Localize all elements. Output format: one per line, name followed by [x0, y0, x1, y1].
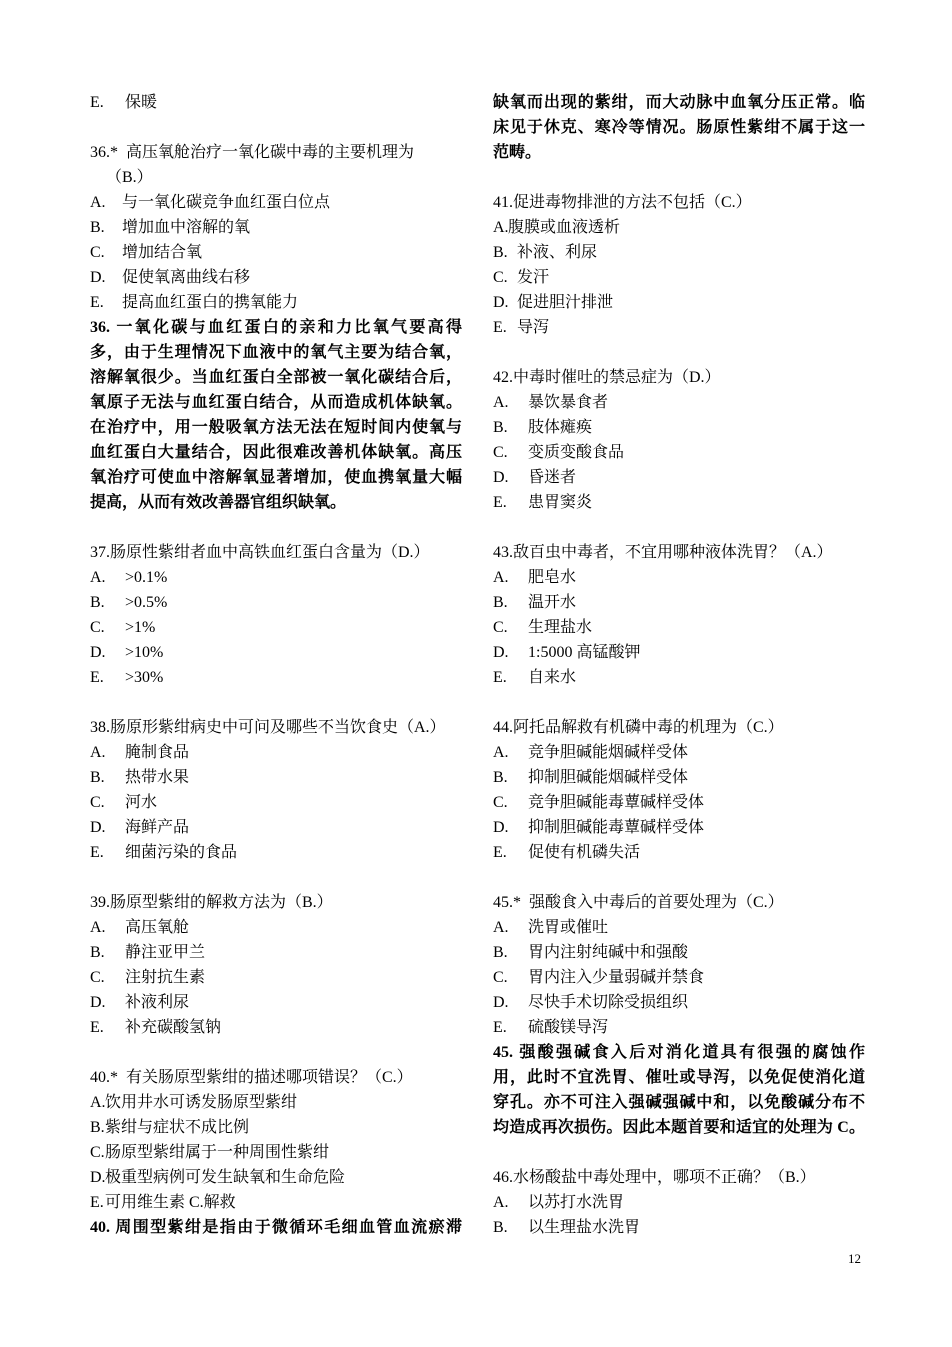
question-46	[493, 1165, 865, 1240]
option-a	[493, 390, 865, 415]
option-label: D.	[90, 819, 106, 836]
option-e	[90, 290, 462, 315]
option-text: 抑制胆碱能毒蕈碱样受体	[528, 819, 705, 836]
option-label: D.	[493, 644, 509, 661]
option-d	[493, 290, 865, 315]
question-42	[493, 365, 865, 515]
option-text: 海鲜产品	[125, 819, 190, 836]
option-label: D.	[493, 469, 509, 486]
question-stem: 43.敌百虫中毒者，不宜用哪种液体洗胃？（A.）	[493, 544, 833, 561]
option-text: 与一氧化碳竞争血红蛋白位点	[122, 194, 331, 211]
option-text: 自来水	[528, 669, 577, 686]
option-label: C.	[493, 444, 508, 461]
explanation-line: 45. 强酸强碱食入后对消化道具有很强的腐蚀作	[493, 1044, 865, 1061]
explanation-line: 多，由于生理情况下血液中的氧气主要为结合氧，	[90, 344, 462, 361]
question-40	[90, 1065, 462, 1240]
option-label: C.	[493, 794, 508, 811]
option-label: D.	[90, 269, 106, 286]
option-a	[493, 915, 865, 940]
option-label: D.	[90, 1169, 106, 1186]
explanation-line: 提高，从而有效改善器官组织缺氧。	[90, 494, 347, 511]
option-label: D.	[493, 994, 509, 1011]
explanation-line: 范畴。	[493, 144, 542, 161]
option-label: E.	[493, 844, 507, 861]
option-text: 以生理盐水洗胃	[528, 1219, 641, 1236]
option-a	[493, 1190, 865, 1215]
option-e	[90, 90, 462, 115]
option-text: 昏迷者	[528, 469, 577, 486]
option-label: C.	[493, 269, 508, 286]
question-41	[493, 190, 865, 340]
explanation-line: 床见于休克、寒冷等情况。肠原性紫绀不属于这一	[493, 119, 865, 136]
option-text: 可用维生素 C.解救	[105, 1194, 236, 1211]
option-b	[493, 415, 865, 440]
option-e	[493, 1015, 865, 1040]
option-b	[493, 590, 865, 615]
option-label: D.	[90, 994, 106, 1011]
option-e	[90, 1015, 462, 1040]
option-text: 发汗	[517, 269, 550, 286]
answer-key: （B.）	[106, 169, 153, 186]
option-label: A.	[493, 1194, 509, 1211]
option-label: E.	[493, 1019, 507, 1036]
option-label: B.	[493, 944, 508, 961]
option-d	[90, 815, 462, 840]
option-b	[90, 1115, 462, 1140]
option-text: 竞争胆碱能烟碱样受体	[528, 744, 689, 761]
option-label: A.	[493, 919, 509, 936]
option-d	[493, 815, 865, 840]
option-label: B.	[90, 944, 105, 961]
option-text: 紫绀与症状不成比例	[105, 1119, 250, 1136]
left-column	[90, 90, 462, 1265]
option-label: C.	[90, 1144, 105, 1161]
option-c	[90, 965, 462, 990]
option-text: 注射抗生素	[125, 969, 206, 986]
option-text: 尽快手术切除受损组织	[528, 994, 689, 1011]
option-c	[493, 965, 865, 990]
question-45	[493, 890, 865, 1140]
option-d	[493, 640, 865, 665]
option-text: 高压氧舱	[125, 919, 190, 936]
question-stem: 40.* 有关肠原型紫绀的描述哪项错误？（C.）	[90, 1069, 413, 1086]
question-stem: 37.肠原性紫绀者血中高铁血红蛋白含量为（D.）	[90, 544, 430, 561]
option-text: 胃内注入少量弱碱并禁食	[528, 969, 705, 986]
option-d	[493, 990, 865, 1015]
right-column	[493, 90, 865, 1265]
option-text: 1:5000 高锰酸钾	[528, 644, 641, 661]
option-text: >0.1%	[125, 569, 168, 586]
question-36	[90, 140, 462, 515]
option-a	[90, 915, 462, 940]
option-label: B.	[90, 769, 105, 786]
option-text: >10%	[125, 644, 164, 661]
option-c	[90, 1140, 462, 1165]
option-e	[493, 315, 865, 340]
option-e	[493, 840, 865, 865]
option-text: 硫酸镁导泻	[528, 1019, 609, 1036]
option-label: E.	[90, 669, 104, 686]
option-text: 抑制胆碱能烟碱样受体	[528, 769, 689, 786]
option-label: B.	[90, 219, 105, 236]
option-b	[90, 940, 462, 965]
option-e	[493, 490, 865, 515]
option-label: C.	[90, 794, 105, 811]
option-text: 促使氧离曲线右移	[122, 269, 251, 286]
explanation-line: 氧原子无法与血红蛋白结合，从而造成机体缺氧。	[90, 394, 462, 411]
explanation-line: 均造成再次损伤。因此本题首要和适宜的处理为 C。	[493, 1119, 865, 1136]
option-label: B.	[90, 594, 105, 611]
page-number: 12	[848, 1251, 861, 1266]
option-text: 静注亚甲兰	[125, 944, 206, 961]
question-stem: 39.肠原型紫绀的解救方法为（B.）	[90, 894, 333, 911]
option-text: 暴饮暴食者	[528, 394, 609, 411]
option-c	[493, 265, 865, 290]
option-a	[90, 190, 462, 215]
option-text: 腹膜或血液透析	[508, 219, 621, 236]
option-d	[90, 640, 462, 665]
option-label: D.	[493, 819, 509, 836]
option-c	[90, 790, 462, 815]
option-c	[493, 790, 865, 815]
option-label: E.	[90, 294, 104, 311]
option-text: 极重型病例可发生缺氧和生命危险	[105, 1169, 346, 1186]
question-stem: 42.中毒时催吐的禁忌症为（D.）	[493, 369, 721, 386]
option-text: 洗胃或催吐	[528, 919, 609, 936]
option-text: 饮用井水可诱发肠原型紫绀	[105, 1094, 298, 1111]
option-text: 提高血红蛋白的携氧能力	[122, 294, 299, 311]
option-b	[90, 765, 462, 790]
option-text: 竞争胆碱能毒蕈碱样受体	[528, 794, 705, 811]
option-text: 患胃窦炎	[528, 494, 593, 511]
option-label: C.	[90, 969, 105, 986]
option-label: E.	[90, 1019, 104, 1036]
option-text: 胃内注射纯碱中和强酸	[528, 944, 689, 961]
explanation-line: 氧治疗可使血中溶解氧显著增加，使血携氧量大幅	[90, 469, 462, 486]
option-a	[90, 1090, 462, 1115]
explanation-line: 血红蛋白大量结合，因此很难改善机体缺氧。高压	[90, 444, 462, 461]
option-label: B.	[493, 419, 508, 436]
option-e	[90, 665, 462, 690]
option-label: A.	[90, 194, 106, 211]
option-text: 促使有机磷失活	[528, 844, 641, 861]
option-label: E.	[493, 319, 507, 336]
question-38	[90, 715, 462, 865]
option-text: 腌制食品	[125, 744, 190, 761]
option-label: D.	[90, 644, 106, 661]
option-label: A.	[90, 919, 106, 936]
explanation-line: 穿孔。亦不可注入强碱强碱中和，以免酸碱分布不	[493, 1094, 865, 1111]
option-label: C.	[493, 619, 508, 636]
question-stem: 45.* 强酸食入中毒后的首要处理为（C.）	[493, 894, 784, 911]
option-label: A.	[493, 394, 509, 411]
explanation-line: 36. 一氧化碳与血红蛋白的亲和力比氧气要高得	[90, 319, 462, 336]
option-text: 细菌污染的食品	[125, 844, 238, 861]
option-text: 变质变酸食品	[528, 444, 625, 461]
previous-question-tail	[90, 90, 462, 115]
option-text: >30%	[125, 669, 164, 686]
option-c	[90, 615, 462, 640]
option-text: 温开水	[528, 594, 577, 611]
option-label: A.	[493, 219, 509, 236]
option-label: A.	[493, 744, 509, 761]
option-e	[90, 1190, 462, 1215]
question-stem: 44.阿托品解救有机磷中毒的机理为（C.）	[493, 719, 784, 736]
question-43	[493, 540, 865, 690]
option-b	[493, 1215, 865, 1240]
question-40-explanation-continued	[493, 90, 865, 165]
option-d	[90, 265, 462, 290]
option-label: C.	[90, 619, 105, 636]
explanation-line: 溶解氧很少。当血红蛋白全部被一氧化碳结合后，	[90, 369, 462, 386]
option-a	[90, 740, 462, 765]
option-b	[90, 215, 462, 240]
option-text: >0.5%	[125, 594, 168, 611]
question-stem: 41.促进毒物排泄的方法不包括（C.）	[493, 194, 752, 211]
option-label: C.	[90, 244, 105, 261]
option-text: 促进胆汁排泄	[517, 294, 614, 311]
explanation-line: 在治疗中，用一般吸氧方法无法在短时间内使氧与	[90, 419, 462, 436]
question-39	[90, 890, 462, 1040]
option-label: D.	[493, 294, 509, 311]
option-text: 保暖	[125, 94, 158, 111]
option-label: A.	[90, 744, 106, 761]
option-label: A.	[493, 569, 509, 586]
option-text: 补液利尿	[125, 994, 190, 1011]
option-b	[493, 240, 865, 265]
question-stem: 38.肠原形紫绀病史中可问及哪些不当饮食史（A.）	[90, 719, 446, 736]
option-label: C.	[493, 969, 508, 986]
question-stem: 36.* 高压氧舱治疗一氧化碳中毒的主要机理为	[90, 144, 415, 161]
option-a	[493, 215, 865, 240]
option-d	[90, 1165, 462, 1190]
option-text: 增加结合氧	[122, 244, 203, 261]
option-label: A.	[90, 569, 106, 586]
option-b	[90, 590, 462, 615]
option-label: B.	[90, 1119, 105, 1136]
option-b	[493, 940, 865, 965]
option-text: >1%	[125, 619, 156, 636]
option-d	[493, 465, 865, 490]
option-c	[90, 240, 462, 265]
question-37	[90, 540, 462, 690]
explanation-line: 40. 周围型紫绀是指由于微循环毛细血管血流瘀滞	[90, 1219, 462, 1236]
option-text: 肠原型紫绀属于一种周围性紫绀	[105, 1144, 330, 1161]
option-a	[493, 565, 865, 590]
option-label: E.	[493, 494, 507, 511]
option-text: 补充碳酸氢钠	[125, 1019, 222, 1036]
option-text: 肥皂水	[528, 569, 577, 586]
option-label: B.	[493, 244, 508, 261]
option-text: 补液、利尿	[517, 244, 598, 261]
option-text: 导泻	[517, 319, 550, 336]
option-text: 肢体瘫痪	[528, 419, 593, 436]
option-label: E.	[493, 669, 507, 686]
question-44	[493, 715, 865, 865]
option-text: 河水	[125, 794, 158, 811]
option-label: A.	[90, 1094, 106, 1111]
question-stem: 46.水杨酸盐中毒处理中，哪项不正确？（B.）	[493, 1169, 816, 1186]
option-label: E.	[90, 844, 104, 861]
option-a	[493, 740, 865, 765]
option-label: E.	[90, 94, 104, 111]
option-text: 增加血中溶解的氧	[122, 219, 251, 236]
option-label: B.	[493, 594, 508, 611]
option-a	[90, 565, 462, 590]
option-text: 生理盐水	[528, 619, 593, 636]
option-e	[90, 840, 462, 865]
option-c	[493, 615, 865, 640]
option-text: 热带水果	[125, 769, 190, 786]
option-c	[493, 440, 865, 465]
explanation-line: 缺氧而出现的紫绀，而大动脉中血氧分压正常。临	[493, 94, 865, 111]
option-label: E.	[90, 1194, 104, 1211]
option-d	[90, 990, 462, 1015]
option-label: B.	[493, 769, 508, 786]
option-e	[493, 665, 865, 690]
option-b	[493, 765, 865, 790]
option-label: B.	[493, 1219, 508, 1236]
explanation-line: 用，此时不宜洗胃、催吐或导泻，以免促使消化道	[493, 1069, 865, 1086]
option-text: 以苏打水洗胃	[528, 1194, 625, 1211]
